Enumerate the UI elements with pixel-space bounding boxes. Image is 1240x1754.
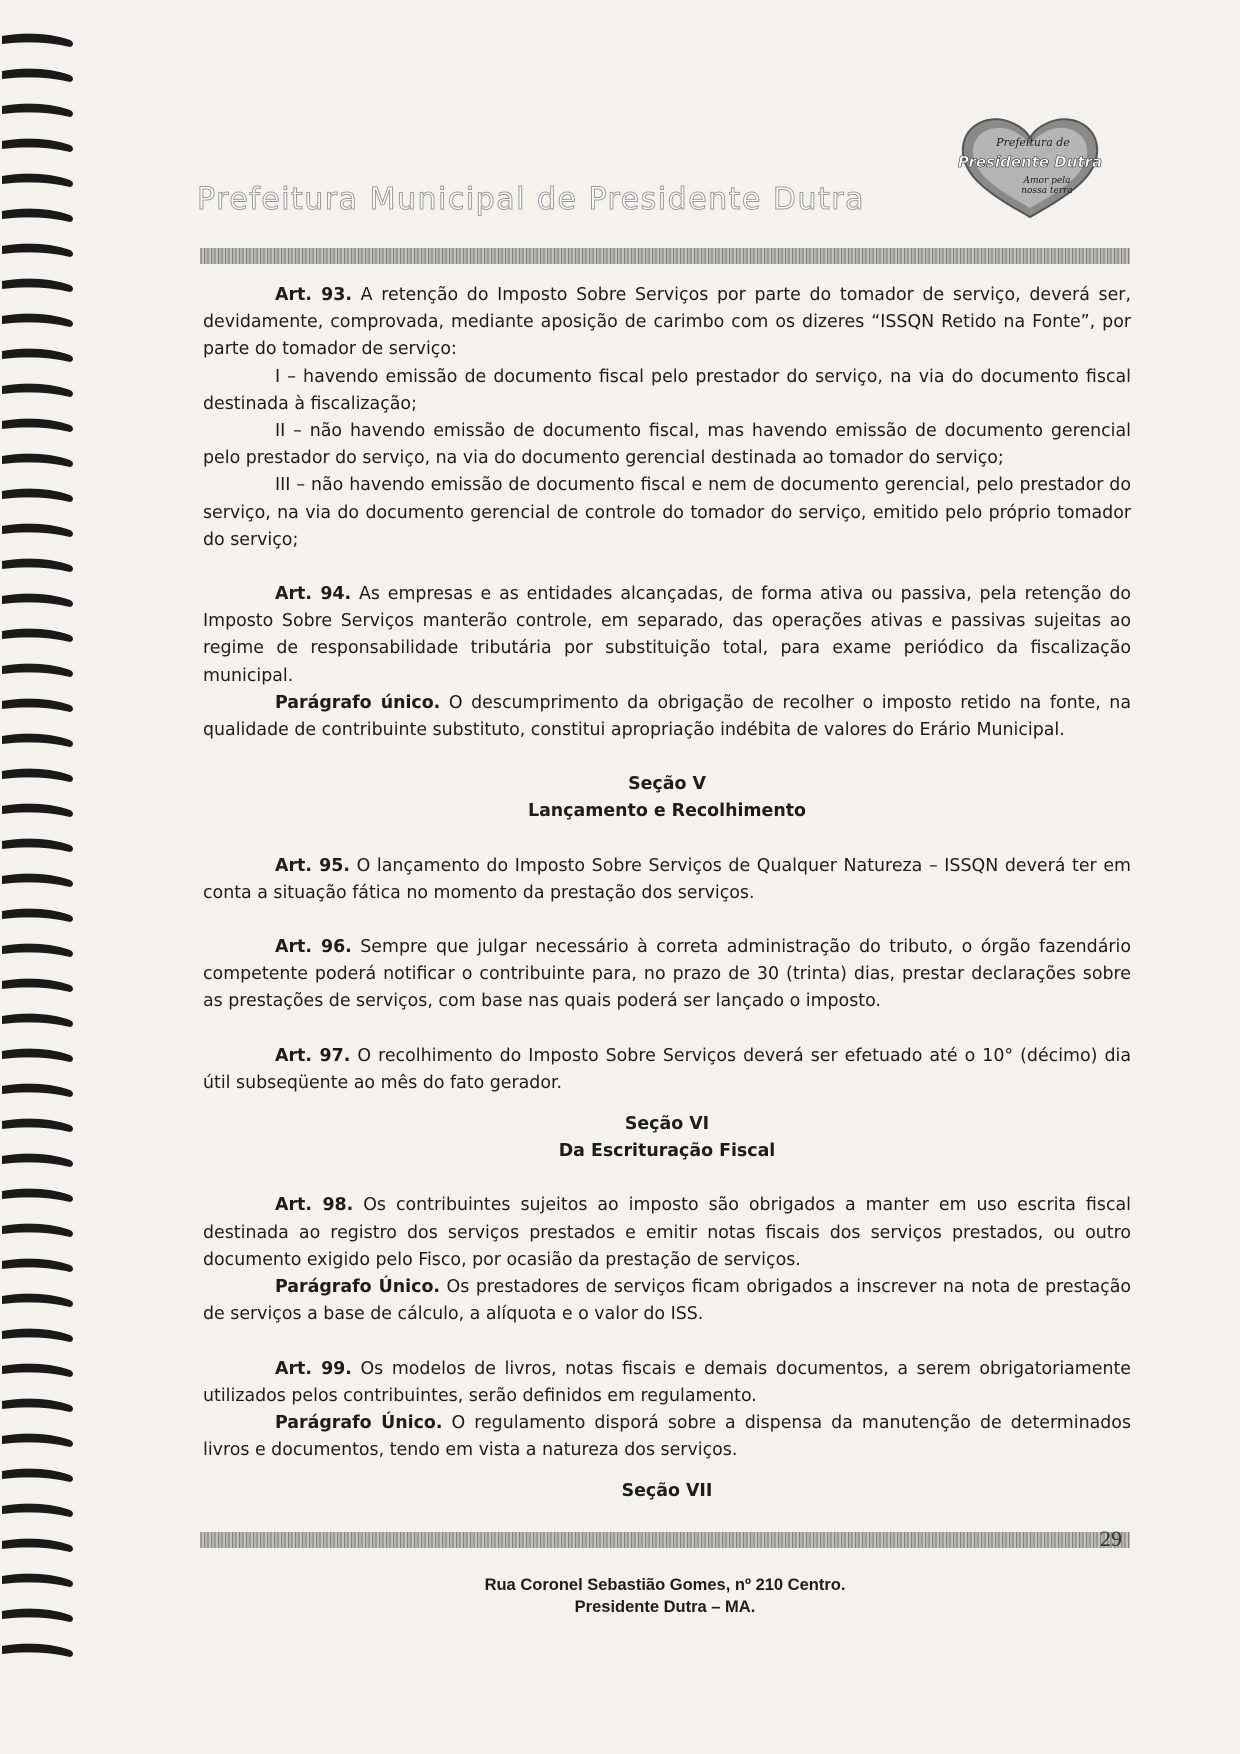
art97-label: Art. 97.: [275, 1045, 351, 1066]
art94-paragraph-text: O descumprimento da obrigação de recolher o imposto retido na fonte, na qualidade de contribuinte substituto, constitui apropriação indébita de valores do Erário Municipal.: [203, 692, 1131, 741]
spacer: [203, 1097, 1131, 1111]
art93-item3: III – não havendo emissão de documento fiscal e nem de documento gerencial, pelo prestador do serviço, na via do documento gerencial de controle do tomador do serviço, emitido pelo próprio tomador do serviço;: [203, 475, 1131, 550]
section6-title: Da Escrituração Fiscal: [558, 1141, 776, 1162]
spacer: [203, 744, 1131, 771]
art94-paragraph: [203, 581, 1131, 690]
art93-item2: II – não havendo emissão de documento fiscal, mas havendo emissão de documento gerencial pelo prestador do serviço, na via do documento gerencial destinada ao tomador do serviço;: [203, 421, 1131, 469]
logo-line1: Prefeitura de: [996, 136, 1070, 149]
art99-paragraph-text: O regulamento disporá sobre a dispensa da manutenção de determinados livros e documentos, tendo em vista a natureza dos serviços.: [203, 1412, 1131, 1461]
document-body: [203, 282, 1131, 1506]
footer-line2: Presidente Dutra – MA.: [574, 1598, 756, 1616]
spacer: [203, 826, 1131, 853]
spacer: [203, 1165, 1131, 1192]
art99-paragraph-label: Parágrafo Único.: [275, 1412, 443, 1433]
art93-text: A retenção do Imposto Sobre Serviços por parte do tomador de serviço, deverá ser, devidamente, comprovada, mediante aposição de carimbo com os dizeres “ISSQN Retido na Fonte”, por parte do tomador de serviço:: [203, 285, 1131, 360]
art93-label: Art. 93.: [275, 285, 352, 305]
art98-label: Art. 98.: [275, 1195, 354, 1216]
art95-paragraph: [203, 853, 1131, 907]
art96-label: Art. 96.: [275, 937, 352, 958]
art98-text: Os contribuintes sujeitos ao imposto são obrigados a manter em uso escrita fiscal destinada ao registro dos serviços prestados e emitir notas fiscais dos serviços prestados, ou outro documento exigido pelo Fisco, por ocasião da prestação de serviços.: [203, 1195, 1131, 1270]
art94-label: Art. 94.: [275, 584, 352, 605]
art98-paragraph-text: Os prestadores de serviços ficam obrigados a inscrever na nota de prestação de serviços a base de cálculo, a alíquota e o valor do ISS.: [203, 1277, 1131, 1325]
art96-paragraph: [203, 934, 1131, 1016]
art95-label: Art. 95.: [275, 855, 350, 876]
prefeitura-logo: [955, 112, 1105, 222]
spiral-binding: [0, 30, 78, 1730]
spacer: [203, 1329, 1131, 1356]
art99-sole-paragraph: [203, 1410, 1131, 1464]
footer-rule: [200, 1532, 1130, 1548]
art99-text: Os modelos de livros, notas fiscais e demais documentos, a serem obrigatoriamente utilizados pelos contribuintes, serão definidos em regulamento.: [203, 1358, 1131, 1406]
art96-text: Sempre que julgar necessário à correta administração do tributo, o órgão fazendário competente poderá notificar o contribuinte para, no prazo de 30 (trinta) dias, prestar declarações sobre as prestações de serviços, com base nas quais poderá ser lançado o imposto.: [203, 937, 1131, 1012]
logo-line2: Presidente Dutra: [957, 153, 1103, 171]
spacer: [203, 907, 1131, 934]
header-rule: [200, 248, 1130, 264]
logo-line4: nossa terra: [1021, 186, 1073, 196]
logo-line3: Amor pela: [1023, 176, 1071, 186]
art98-sole-paragraph: [203, 1274, 1131, 1328]
art98-paragraph: [203, 1192, 1131, 1274]
art97-text: O recolhimento do Imposto Sobre Serviços deverá ser efetuado até o 10° (décimo) dia útil subseqüente ao mês do fato gerador.: [203, 1045, 1131, 1093]
section7-number: Seção VII: [621, 1481, 713, 1502]
art95-text: O lançamento do Imposto Sobre Serviços de Qualquer Natureza – ISSQN deverá ter em conta a situação fática no momento da prestação dos serviços.: [203, 855, 1131, 903]
art93-paragraph: [203, 282, 1131, 364]
spacer: [203, 1016, 1131, 1043]
section5-title: Lançamento e Recolhimento: [527, 801, 806, 822]
section5-number: Seção V: [628, 774, 706, 795]
spacer: [203, 1464, 1131, 1478]
spacer: [203, 554, 1131, 581]
section6-number: Seção VI: [624, 1114, 710, 1135]
art97-paragraph: [203, 1043, 1131, 1097]
art93-item1: I – havendo emissão de documento fiscal pelo prestador do serviço, na via do documento fiscal destinada à fiscalização;: [203, 366, 1131, 414]
art99-paragraph: [203, 1356, 1131, 1410]
art94-sole-paragraph: [203, 690, 1131, 744]
art98-paragraph-label: Parágrafo Único.: [275, 1277, 440, 1298]
art94-paragraph-label: Parágrafo único.: [275, 692, 441, 713]
header-title: Prefeitura Municipal de Presidente Dutra: [197, 182, 866, 217]
page-number: 29: [1100, 1526, 1122, 1551]
art99-label: Art. 99.: [275, 1358, 352, 1379]
footer-address: [200, 1574, 1130, 1618]
footer-line1: Rua Coronel Sebastião Gomes, nº 210 Centro.: [484, 1576, 846, 1594]
art94-text: As empresas e as entidades alcançadas, de forma ativa ou passiva, pela retenção do Imposto Sobre Serviços manterão controle, em separado, das operações ativas e passivas sujeitas ao regime de responsabilidade tributária por substituição total, para exame periódico da fiscalização municipal.: [203, 584, 1131, 686]
